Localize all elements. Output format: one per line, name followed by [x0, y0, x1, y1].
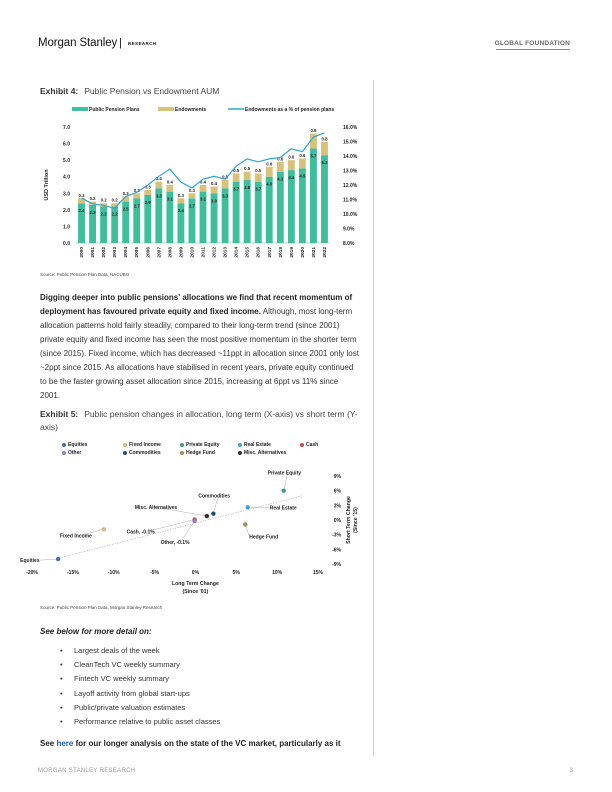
legend-label: Real Estate	[244, 442, 271, 448]
y-tick-label: 5.0	[63, 158, 70, 165]
legend-dot	[300, 443, 304, 447]
data-label-pension: 5.3	[321, 160, 328, 166]
scatter-point	[211, 511, 215, 515]
x-tick-label: 2016	[256, 247, 262, 258]
x-tick-label: 2011	[201, 247, 207, 258]
legend-swatch	[158, 107, 174, 111]
x-tick-label: 15%	[312, 570, 324, 576]
bar-endowment	[266, 167, 273, 177]
list-item: • Layoff activity from global start-ups	[60, 687, 220, 701]
legend-label: Fixed Income	[129, 442, 161, 448]
bar-endowment	[155, 182, 162, 189]
aum-bar-chart	[40, 100, 380, 270]
paragraph-body: Although, most long-term allocation patterns hold fairly steadily, compared to their long-term trend (since 2001) private equity and fixed income has seen the most positive momentum in the shorter term (since 2015). Fixed income, which has decreased ~11ppt in allocation since 2001 only lost ~2ppt since 2015. As allocations have stabilised in recent years, private equity continued to be the faster growing asset allocation since 2015, increasing at 6ppt vs 11% since 2001.	[40, 307, 359, 400]
point-label: Private Equity	[267, 470, 302, 477]
legend-item	[300, 442, 318, 448]
y-tick-label: 9%	[333, 474, 341, 480]
bar-endowment	[277, 162, 284, 172]
exhibit-5-title	[40, 408, 360, 434]
legend-item	[123, 442, 161, 448]
data-label-endowment: 0.6	[299, 152, 306, 158]
legend-label: Endowments as a % of pension plans	[245, 107, 335, 113]
legend-item	[238, 442, 271, 448]
data-label-endowment: 0.8	[321, 136, 328, 142]
data-label-pension: 2.2	[111, 211, 118, 217]
bar-endowment	[222, 180, 229, 188]
x-tick-label: 2007	[157, 247, 163, 258]
list-item: • CleanTech VC weekly summary	[60, 658, 220, 672]
here-link[interactable]: here	[56, 739, 74, 748]
y2-tick-label: 10.0%	[343, 212, 358, 218]
legend-label: Misc. Alternatives	[244, 450, 287, 456]
x-tick-label: 2021	[311, 247, 317, 258]
y2-tick-label: 9.0%	[343, 226, 355, 233]
point-label: Commodities	[198, 493, 231, 500]
scatter-point	[56, 557, 60, 561]
bar-pension	[299, 168, 306, 243]
y-axis-title: USD Trillion	[44, 169, 50, 201]
data-label-pension: 5.7	[310, 153, 317, 159]
legend-label: Endowments	[175, 107, 207, 113]
point-label: Hedge Fund	[249, 534, 279, 541]
legend-dot	[62, 443, 66, 447]
data-label-endowment: 0.3	[78, 192, 85, 198]
exhibit-5-caption: Public pension changes in allocation, long term (X-axis) vs short term (Y-axis)	[40, 409, 358, 432]
y-tick-label: 3.0	[63, 191, 70, 198]
list-item: • Largest deals of the week	[60, 644, 220, 658]
data-label-pension: 2.7	[133, 203, 140, 209]
bar-pension	[321, 155, 328, 243]
bar-endowment	[211, 187, 218, 194]
scatter-point	[281, 488, 285, 492]
legend-item	[180, 442, 219, 448]
bar-endowment	[255, 173, 262, 181]
y2-tick-label: 11.0%	[343, 197, 357, 204]
bar-endowment	[133, 193, 140, 198]
legend-label: Equities	[68, 442, 88, 448]
x-axis-title-line2: (Since '01)	[182, 589, 209, 595]
scatter-point	[102, 527, 106, 531]
brand-separator: |	[119, 37, 122, 49]
x-tick-label: 2022	[322, 247, 328, 258]
legend-item	[180, 450, 215, 456]
x-tick-label: 2002	[102, 247, 108, 258]
bar-endowment	[233, 173, 240, 181]
x-tick-label: 2004	[124, 247, 130, 258]
bar-endowment	[321, 142, 328, 155]
list-item: • Fintech VC weekly summary	[60, 672, 220, 686]
x-tick-label: 2009	[179, 247, 185, 258]
y2-tick-label: 16.0%	[343, 125, 358, 131]
legend-dot	[180, 443, 184, 447]
data-label-endowment: 0.3	[177, 192, 184, 198]
point-leader	[40, 559, 58, 560]
bar-endowment	[177, 198, 184, 203]
x-tick-label: -15%	[67, 570, 79, 576]
scatter-point	[243, 522, 247, 526]
x-tick-label: 2000	[80, 247, 86, 258]
x-tick-label: 2012	[212, 247, 218, 258]
x-tick-label: 2001	[91, 247, 97, 258]
y-tick-label: 3%	[333, 503, 341, 510]
y-tick-label: 1.0	[63, 224, 70, 231]
data-label-pension: 4.4	[288, 175, 295, 181]
y-tick-label: 2.0	[63, 207, 70, 214]
legend-item	[123, 450, 161, 456]
bar-pension	[288, 170, 295, 243]
data-label-pension: 2.4	[78, 208, 85, 214]
data-label-endowment: 0.5	[255, 167, 262, 173]
point-label: Other, -0.1%	[160, 539, 190, 546]
x-tick-label: 0%	[191, 570, 200, 576]
y-tick-label: 6.0	[63, 141, 70, 148]
y-axis-title-line2: (Since '15)	[353, 507, 359, 533]
data-label-pension: 2.7	[188, 203, 195, 209]
point-label: Misc. Alternatives	[134, 505, 178, 512]
point-leader	[181, 521, 195, 542]
data-label-pension: 2.3	[89, 209, 96, 215]
y-tick-label: 0%	[333, 518, 341, 524]
y-tick-label: -9%	[332, 562, 341, 568]
scatter-point	[205, 514, 209, 518]
data-label-pension: 2.4	[177, 208, 184, 214]
legend-dot	[180, 451, 184, 455]
data-label-pension: 3.7	[233, 186, 240, 192]
y-tick-label: 7.0	[63, 125, 70, 131]
legend-item	[62, 442, 87, 448]
y-tick-label: 0.0	[63, 241, 70, 247]
data-label-endowment: 0.3	[188, 187, 195, 193]
exhibit-5-source: Source: Public Pension Plan Data, Morgan Stanley Research	[40, 605, 163, 610]
y2-tick-label: 8.0%	[343, 241, 355, 247]
point-label: Cash, -0.1%	[126, 529, 155, 536]
exhibit-5-label: Exhibit 5:	[40, 409, 79, 419]
x-tick-label: 2020	[300, 247, 306, 258]
x-tick-label: 10%	[272, 570, 283, 576]
x-tick-label: 2019	[289, 247, 295, 258]
x-tick-label: 5%	[232, 570, 240, 576]
legend-label: Public Pension Plans	[89, 107, 140, 113]
closing-prefix: See	[40, 739, 57, 748]
data-label-pension: 4.0	[266, 181, 273, 187]
bar-endowment	[144, 190, 151, 195]
data-label-endowment: 0.5	[222, 174, 229, 180]
paragraph-lead: Digging deeper into public pensions' allocations we find that recent momentum of deployment has favoured private equity and fixed income.	[40, 293, 353, 316]
more-detail-heading: See below for more detail on:	[40, 627, 152, 636]
data-label-pension: 3.3	[155, 193, 162, 199]
data-label-pension: 4.5	[299, 173, 306, 179]
x-axis-title: Long Term Change	[171, 581, 219, 587]
x-tick-label: -5%	[150, 570, 160, 576]
legend-label: Cash	[306, 442, 319, 448]
point-label: Real Estate	[269, 505, 297, 512]
bar-endowment	[189, 193, 196, 198]
legend-item	[62, 450, 81, 456]
x-tick-label: 2006	[146, 247, 152, 258]
data-label-pension: 3.7	[255, 186, 262, 192]
data-label-pension: 3.8	[244, 185, 251, 191]
point-label: Fixed Income	[59, 533, 92, 540]
header-rule	[496, 49, 570, 50]
data-label-endowment: 0.2	[111, 197, 118, 203]
analysis-paragraph	[40, 291, 360, 403]
data-label-pension: 3.1	[166, 196, 173, 202]
data-label-endowment: 0.4	[166, 179, 173, 185]
data-label-endowment: 0.5	[233, 167, 240, 173]
data-label-endowment: 0.4	[155, 176, 162, 182]
legend-label: Other	[68, 450, 82, 456]
trend-line	[57, 493, 304, 559]
y-tick-label: -3%	[332, 532, 341, 539]
exhibit-4-label: Exhibit 4:	[40, 86, 79, 96]
legend-label: Commodities	[129, 450, 161, 456]
bar-endowment	[166, 185, 173, 192]
data-label-endowment: 0.3	[122, 191, 129, 197]
x-tick-label: 2018	[278, 247, 284, 258]
list-item: • Public/private valuation estimates	[60, 701, 220, 715]
x-tick-label: 2014	[234, 247, 240, 258]
bar-pension	[310, 149, 317, 243]
data-label-pension: 3.1	[200, 196, 206, 202]
data-label-endowment: 0.2	[100, 197, 107, 203]
legend-label: Hedge Fund	[186, 450, 215, 456]
more-detail-list	[60, 644, 220, 729]
allocation-scatter-chart	[20, 470, 360, 604]
y2-tick-label: 14.0%	[343, 154, 358, 160]
point-label: Equities	[20, 558, 40, 565]
brand-logo: Morgan Stanley	[38, 37, 118, 49]
data-label-pension: 2.2	[100, 211, 107, 217]
x-tick-label: -20%	[26, 570, 38, 576]
y-tick-label: 6%	[333, 488, 341, 495]
legend-label: Private Equity	[186, 442, 220, 448]
section-label: GLOBAL FOUNDATION	[494, 40, 570, 47]
bar-endowment	[200, 185, 207, 192]
legend-item	[238, 450, 286, 456]
data-label-pension: 4.3	[277, 176, 284, 182]
bar-endowment	[299, 158, 306, 168]
bar-pension	[277, 172, 284, 243]
x-tick-label: 2008	[168, 247, 174, 258]
data-label-pension: 2.5	[122, 206, 129, 212]
exhibit-4-source: Source: Public Pension Plan Data, NACUBO	[40, 272, 130, 277]
exhibit-4-caption: Public Pension vs Endowment AUM	[84, 86, 220, 96]
legend-dot	[238, 451, 242, 455]
legend-dot	[123, 451, 127, 455]
data-label-pension: 2.9	[144, 199, 151, 205]
x-tick-label: 2017	[267, 247, 273, 258]
scatter-point	[246, 505, 250, 509]
bar-endowment	[244, 172, 251, 180]
data-label-endowment: 0.3	[144, 184, 151, 190]
x-tick-label: 2010	[190, 247, 196, 258]
brand-research-label: RESEARCH	[128, 41, 157, 46]
x-tick-label: 2013	[223, 247, 229, 258]
data-label-endowment: 0.5	[244, 166, 251, 172]
data-label-endowment: 0.9	[310, 128, 317, 134]
data-label-endowment: 0.6	[277, 156, 284, 162]
y2-tick-label: 13.0%	[343, 168, 358, 175]
page-number: 3	[569, 768, 573, 774]
closing-sentence	[40, 739, 341, 748]
data-label-pension: 3.0	[211, 198, 218, 204]
data-label-endowment: 0.2	[89, 196, 96, 202]
y-axis-title: Short Term Change	[346, 496, 352, 544]
x-tick-label: 2005	[135, 247, 141, 258]
footer-label: MORGAN STANLEY RESEARCH	[38, 768, 136, 774]
legend-dot	[62, 451, 66, 455]
data-label-endowment: 0.4	[211, 181, 218, 187]
legend-dot	[238, 443, 242, 447]
x-tick-label: -10%	[107, 570, 120, 576]
legend-swatch	[72, 107, 88, 111]
y-tick-label: 4.0	[63, 174, 70, 181]
exhibit-4-title	[40, 86, 219, 96]
data-label-endowment: 0.6	[266, 161, 273, 167]
x-tick-label: 2015	[245, 247, 251, 258]
bar-endowment	[288, 160, 295, 170]
scatter-point	[192, 519, 196, 523]
data-label-endowment: 0.3	[133, 187, 140, 193]
legend-dot	[123, 443, 127, 447]
data-label-endowment: 0.6	[288, 154, 295, 160]
y2-tick-label: 15.0%	[343, 139, 358, 146]
x-tick-label: 2003	[113, 247, 119, 258]
data-label-endowment: 0.4	[200, 179, 206, 185]
y2-tick-label: 12.0%	[343, 183, 358, 189]
list-item: • Performance relative to public asset classes	[60, 715, 220, 729]
y-tick-label: -6%	[332, 547, 341, 554]
data-label-pension: 3.3	[222, 193, 229, 199]
closing-suffix: for our longer analysis on the state of the VC market, particularly as it	[73, 739, 341, 748]
